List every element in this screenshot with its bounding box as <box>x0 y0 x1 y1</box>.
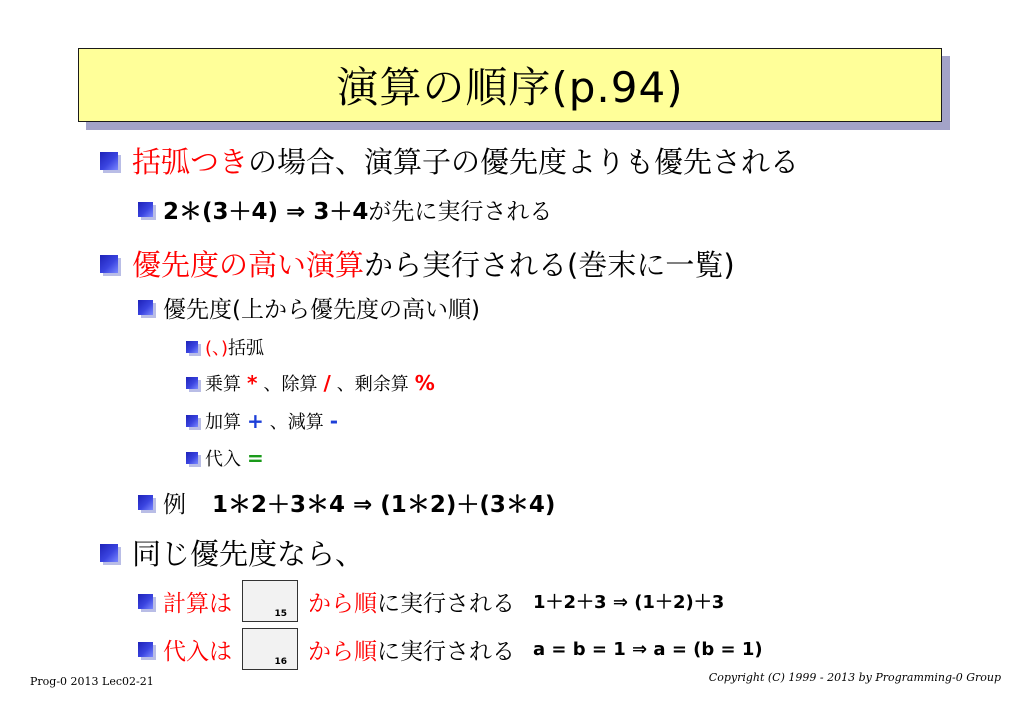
square-bullet-icon <box>138 495 153 510</box>
operator-mul: * <box>247 371 258 395</box>
precedence-item-add <box>186 408 344 434</box>
square-bullet-icon <box>138 642 153 657</box>
item-label: 代入 <box>205 449 241 470</box>
bullet-highlight: 優先度の高い演算 <box>132 248 365 282</box>
sub-bullet-example <box>138 486 555 519</box>
example-label: 例 <box>163 492 186 518</box>
bullet-text: に実行される <box>377 590 515 617</box>
bullet-parentheses <box>100 140 799 181</box>
square-bullet-icon <box>100 152 118 170</box>
operator-sub: - <box>329 409 339 433</box>
bullet-highlight: から順 <box>308 638 377 665</box>
blank-number: 15 <box>274 609 287 619</box>
copyright: Copyright (C) 1999 - 2013 by Programming-0 Group <box>708 671 1001 684</box>
bullet-highlight: 代入は <box>163 638 232 665</box>
bullet-precedence <box>100 243 735 284</box>
bullet-text: に実行される <box>377 638 515 665</box>
operator-assign: = <box>247 446 264 470</box>
blank-answer-box <box>242 628 298 670</box>
example-expression: 1＊2＋3＊4 ⇒ (1＊2)＋(3＊4) <box>212 492 556 518</box>
operator-mod: % <box>414 371 435 395</box>
paren-symbols: (、) <box>205 338 229 359</box>
square-bullet-icon <box>186 377 198 389</box>
bullet-text: が先に実行される <box>368 199 553 225</box>
bullet-highlight: 計算は <box>163 590 232 617</box>
item-label: 乗算 <box>205 374 241 395</box>
example-expression: 2＊(3＋4) ⇒ 3＋4 <box>163 199 369 225</box>
bullet-text: から実行される(巻末に一覧) <box>364 248 735 282</box>
square-bullet-icon <box>186 452 198 464</box>
sub-bullet-calc-order <box>138 580 724 622</box>
bullet-text: 優先度(上から優先度の高い順) <box>163 297 480 323</box>
square-bullet-icon <box>186 415 198 427</box>
precedence-item-assign <box>186 445 270 471</box>
item-label: 、剰余算 <box>336 374 409 395</box>
blank-number: 16 <box>274 657 287 667</box>
square-bullet-icon <box>138 202 153 217</box>
bullet-text: 同じ優先度なら、 <box>132 537 365 571</box>
square-bullet-icon <box>100 255 118 273</box>
slide-id: Prog-0 2013 Lec02-21 <box>30 675 154 688</box>
bullet-highlight: 括弧つき <box>132 145 249 179</box>
example-expression: a = b = 1 ⇒ a = (b = 1) <box>533 638 763 660</box>
bullet-same-precedence <box>100 532 364 573</box>
item-label: 、除算 <box>263 374 318 395</box>
square-bullet-icon <box>138 594 153 609</box>
square-bullet-icon <box>186 341 198 353</box>
item-label: 加算 <box>205 412 241 433</box>
item-label: 括弧 <box>228 338 265 359</box>
operator-add: + <box>247 409 264 433</box>
bullet-text: の場合、演算子の優先度よりも優先される <box>248 145 800 179</box>
precedence-item-mul <box>186 370 441 396</box>
sub-bullet-example-paren <box>138 193 552 226</box>
slide-title: 演算の順序(p.94) <box>78 48 942 122</box>
square-bullet-icon <box>100 544 118 562</box>
square-bullet-icon <box>138 300 153 315</box>
sub-bullet-assign-order <box>138 628 763 670</box>
precedence-item-parens <box>186 334 264 360</box>
operator-div: / <box>323 371 331 395</box>
bullet-highlight: から順 <box>308 590 377 617</box>
sub-bullet-precedence-order <box>138 291 480 324</box>
blank-answer-box <box>242 580 298 622</box>
example-expression: 1＋2＋3 ⇒ (1＋2)＋3 <box>533 592 725 613</box>
item-label: 、減算 <box>269 412 324 433</box>
